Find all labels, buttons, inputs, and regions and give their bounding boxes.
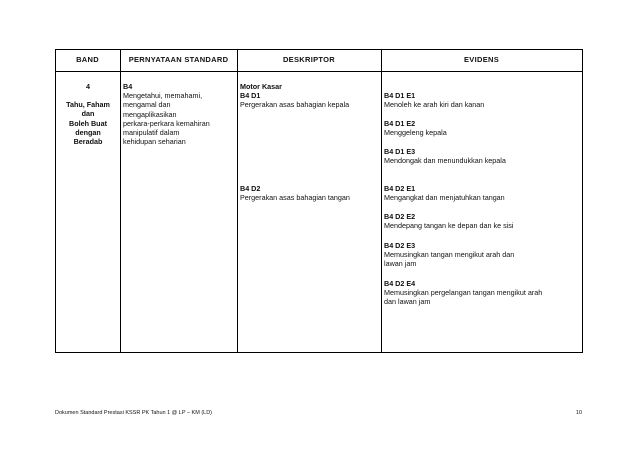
col-border-right: [582, 49, 583, 353]
header-bottom-border: [55, 71, 583, 72]
evidence-code: B4 D2 E4: [384, 279, 416, 288]
col-border-standard: [237, 49, 238, 353]
evidence-text: Mendongak dan menundukkan kepala: [384, 156, 506, 166]
band-line: Boleh Buat: [69, 118, 107, 128]
standard-line: Mengetahui, memahami,: [123, 91, 203, 101]
descriptor-heading: Motor Kasar: [240, 82, 282, 91]
evidence-text: Mengangkat dan menjatuhkan tangan: [384, 193, 505, 203]
evidence-code: B4 D1 E1: [384, 91, 416, 100]
footer-document-title: Dokumen Standard Prestasi KSSR PK Tahun 1 @ LP – KM (LD): [55, 410, 213, 416]
evidence-text: dan lawan jam: [384, 297, 431, 307]
evidence-code: B4 D2 E3: [384, 241, 416, 250]
descriptor-code: B4 D1: [240, 91, 261, 101]
standard-line: perkara-perkara kemahiran: [123, 118, 210, 128]
header-standard: PERNYATAAN STANDARD: [128, 55, 229, 64]
header-evidence: EVIDENS: [463, 55, 500, 64]
evidence-e2: [384, 119, 580, 137]
evidence-code: B4 D2 E1: [384, 184, 416, 193]
band-line: dengan: [75, 127, 101, 137]
descriptor-d1: [240, 82, 380, 110]
evidence-text: Mendepang tangan ke depan dan ke sisi: [384, 221, 514, 231]
evidence-text: Menoleh ke arah kiri dan kanan: [384, 100, 485, 110]
evidence-code: B4 D2 E2: [384, 212, 416, 221]
band-line: Beradab: [73, 137, 103, 147]
footer-page-number: 10: [575, 410, 582, 416]
evidence-e4: [384, 184, 580, 202]
descriptor-d2: [240, 184, 380, 202]
table-bottom-border: [55, 352, 583, 353]
standard-line: mengamal dan: [123, 100, 171, 110]
descriptor-code: B4 D2: [240, 184, 261, 193]
header-descriptor: DESKRIPTOR: [282, 55, 336, 64]
col-border-descriptor: [381, 49, 382, 353]
evidence-e3: [384, 147, 580, 165]
band-cell: [55, 82, 121, 146]
evidence-e5: [384, 212, 580, 230]
evidence-e1: [384, 91, 580, 109]
evidence-e7: [384, 279, 580, 307]
band-line: dan: [81, 109, 95, 119]
standard-cell: [123, 82, 235, 146]
band-line: Tahu, Faham: [66, 100, 110, 110]
standard-line: manipulatif dalam: [123, 128, 180, 138]
standard-code: B4: [123, 82, 133, 91]
evidence-text: Memusingkan pergelangan tangan mengikut arah: [384, 288, 543, 298]
evidence-text: lawan jam: [384, 259, 417, 269]
header-band: BAND: [76, 55, 99, 64]
standard-line: mengaplikasikan: [123, 109, 177, 119]
standard-line: kehidupan seharian: [123, 137, 186, 147]
band-number: 4: [86, 82, 90, 91]
evidence-code: B4 D1 E3: [384, 147, 416, 156]
descriptor-text: Pergerakan asas bahagian tangan: [240, 193, 350, 203]
evidence-code: B4 D1 E2: [384, 119, 416, 128]
evidence-text: Menggeleng kepala: [384, 128, 447, 138]
evidence-e6: [384, 241, 580, 269]
descriptor-text: Pergerakan asas bahagian kepala: [240, 100, 350, 110]
evidence-text: Memusingkan tangan mengikut arah dan: [384, 250, 515, 260]
